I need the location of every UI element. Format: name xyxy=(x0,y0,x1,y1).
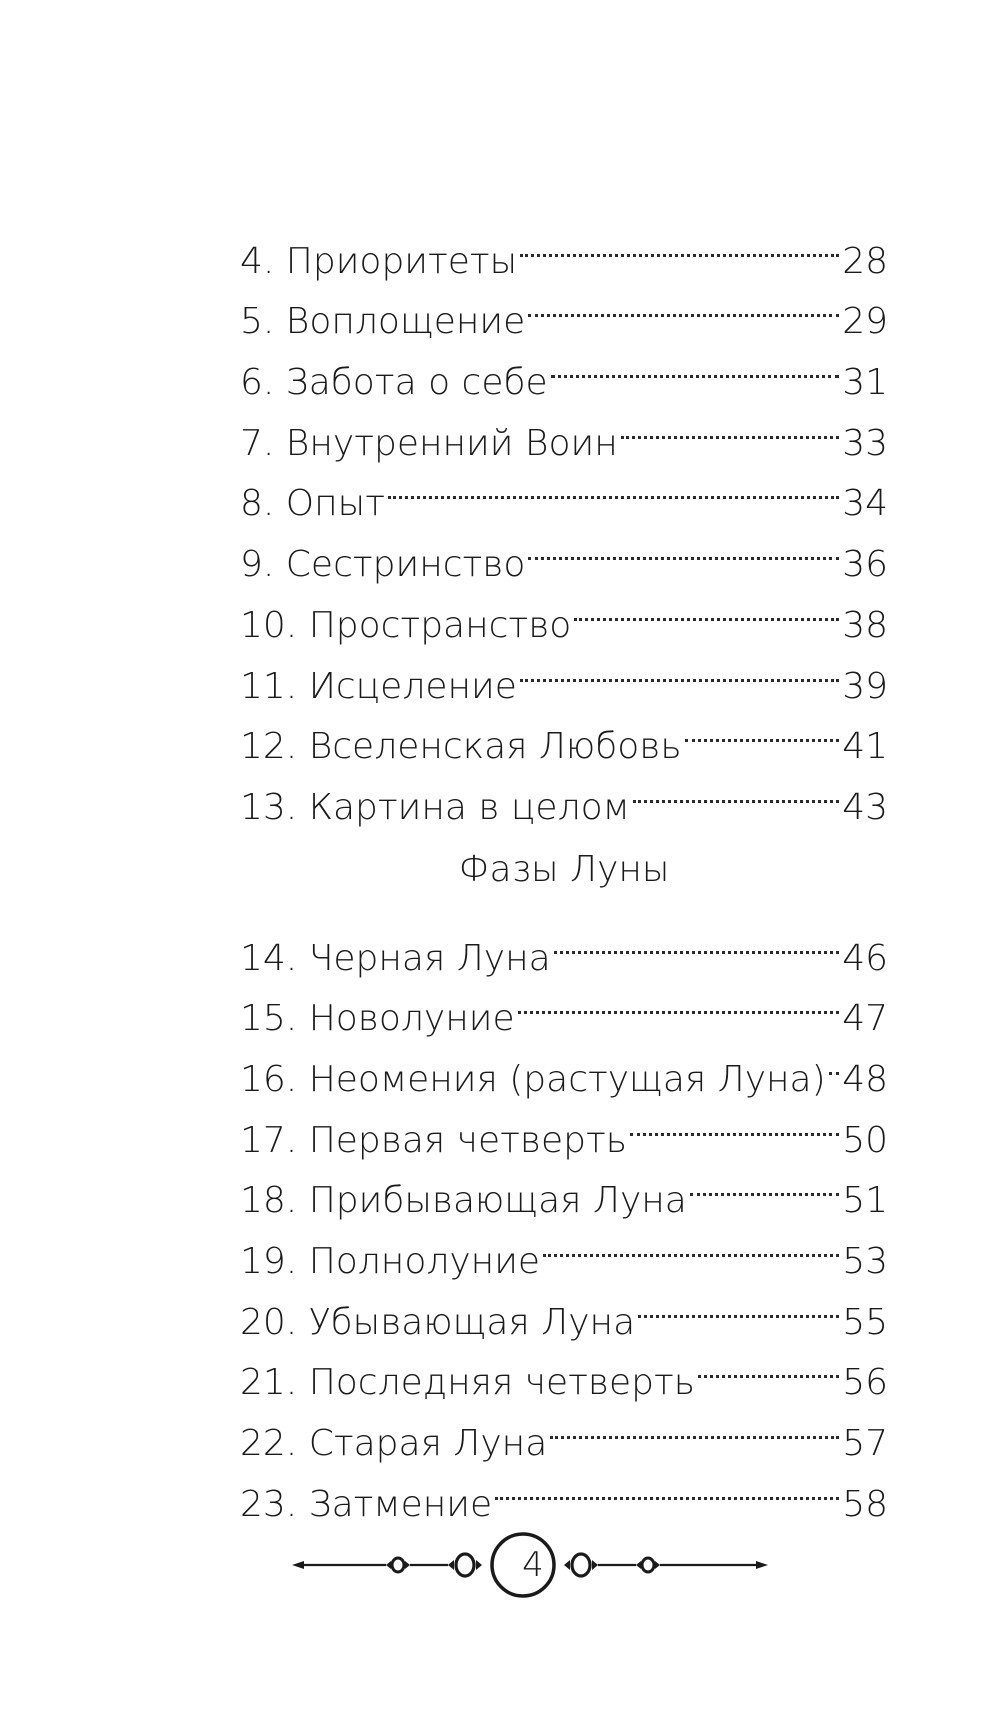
toc-entry-title: 16. Неомения (растущая Луна) xyxy=(240,1058,826,1100)
toc-entry xyxy=(240,909,888,979)
toc-list-part1 xyxy=(240,212,888,828)
toc-leader-dots xyxy=(685,698,840,759)
toc-entry-page: 47 xyxy=(842,998,888,1040)
toc-leader-dots xyxy=(633,758,839,819)
toc-entry-page: 50 xyxy=(842,1119,888,1161)
toc-entry-title: 8. Опыт xyxy=(240,483,385,525)
toc-leader-dots xyxy=(550,1394,839,1455)
toc-leader-dots xyxy=(520,637,839,698)
toc-entry-page: 57 xyxy=(842,1423,888,1465)
toc-leader-dots xyxy=(690,1152,839,1213)
toc-leader-dots xyxy=(495,1455,839,1516)
toc-entry-title: 7. Внутренний Воин xyxy=(240,422,618,464)
toc-leader-dots xyxy=(638,1273,839,1334)
toc-entry-title: 11. Исцеление xyxy=(240,665,517,707)
toc-leader-dots xyxy=(621,394,839,455)
toc-leader-dots xyxy=(388,455,839,516)
toc-entry-title: 13. Картина в целом xyxy=(240,786,630,828)
toc-entry-title: 21. Последняя четверть xyxy=(240,1362,695,1404)
toc-entry-page: 48 xyxy=(842,1058,888,1100)
toc-entry-page: 38 xyxy=(842,604,888,646)
toc-entry-page: 41 xyxy=(842,726,888,768)
toc-leader-dots xyxy=(528,515,839,576)
toc-entry-title: 22. Старая Луна xyxy=(240,1423,548,1465)
toc-entry-page: 33 xyxy=(842,422,888,464)
toc-entry xyxy=(240,212,888,282)
toc-entry-page: 53 xyxy=(842,1241,888,1282)
toc-entry-page: 56 xyxy=(842,1362,888,1404)
toc-entry-page: 34 xyxy=(842,483,888,525)
toc-leader-dots xyxy=(829,1030,840,1091)
toc-leader-dots xyxy=(698,1334,839,1395)
toc-entry-title: 10. Пространство xyxy=(240,604,572,646)
table-of-contents xyxy=(240,212,888,1525)
toc-entry-title: 14. Черная Луна xyxy=(240,937,551,979)
toc-entry-title: 15. Новолуние xyxy=(240,998,515,1040)
toc-entry-title: 9. Сестринство xyxy=(240,544,526,586)
toc-leader-dots xyxy=(630,1091,839,1152)
toc-entry-title: 18. Прибывающая Луна xyxy=(240,1180,687,1222)
toc-leader-dots xyxy=(543,1212,839,1273)
toc-entry-page: 43 xyxy=(842,786,888,828)
toc-entry-page: 28 xyxy=(842,240,888,282)
toc-entry-page: 55 xyxy=(842,1301,888,1343)
page-number: 4 xyxy=(522,1545,544,1585)
toc-entry-title: 19. Полнолуние xyxy=(240,1241,541,1282)
toc-entry-title: 4. Приоритеты xyxy=(240,240,518,282)
toc-entry-page: 51 xyxy=(842,1180,888,1222)
toc-entry-page: 46 xyxy=(842,937,888,979)
toc-entry-title: 6. Забота о себе xyxy=(240,362,548,404)
toc-entry-page: 29 xyxy=(842,301,888,343)
toc-list-part2 xyxy=(240,909,888,1525)
toc-leader-dots xyxy=(528,273,839,334)
toc-entry-page: 39 xyxy=(842,665,888,707)
toc-leader-dots xyxy=(520,212,839,273)
toc-entry-title: 17. Первая четверть xyxy=(240,1119,627,1161)
toc-entry-title: 12. Вселенская Любовь xyxy=(240,726,682,768)
toc-leader-dots xyxy=(518,970,840,1031)
toc-entry-page: 36 xyxy=(842,544,888,586)
toc-entry-page: 31 xyxy=(842,362,888,404)
toc-leader-dots xyxy=(574,576,839,637)
toc-entry-title: 5. Воплощение xyxy=(240,301,526,343)
toc-leader-dots xyxy=(554,909,839,970)
toc-leader-dots xyxy=(551,333,840,394)
toc-entry-page: 58 xyxy=(842,1483,888,1525)
toc-entry-title: 23. Затмение xyxy=(240,1483,493,1525)
section-heading: Фазы Луны xyxy=(458,848,670,890)
toc-entry-title: 20. Убывающая Луна xyxy=(240,1301,636,1343)
